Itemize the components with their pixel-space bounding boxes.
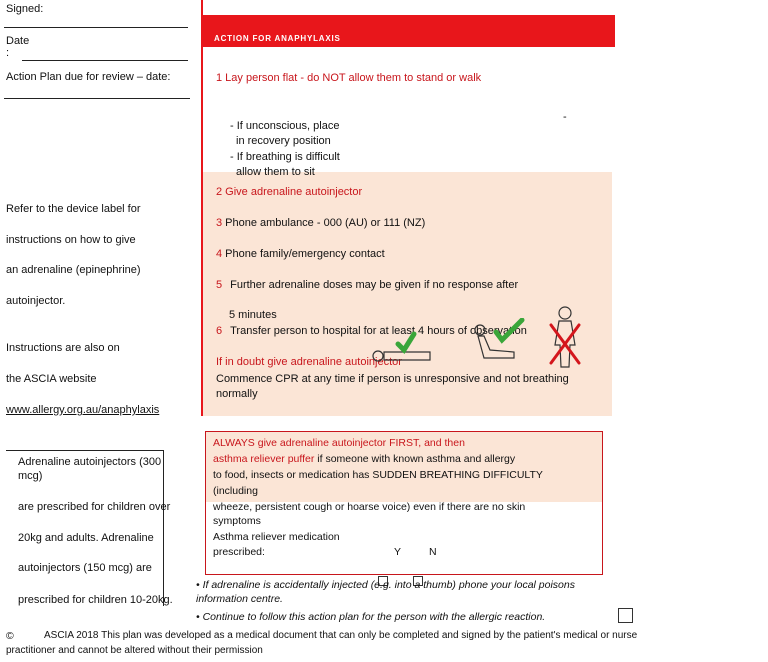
adrenaline-text-1: Adrenaline autoinjectors (300 xyxy=(18,456,162,468)
step-4-number: 4 xyxy=(216,248,223,260)
adrenaline-text-4: 20kg and adults. Adrenaline xyxy=(18,532,154,544)
website-link[interactable]: www.allergy.org.au/anaphylaxis xyxy=(6,404,160,416)
standing-person-icon xyxy=(545,305,585,371)
check-icon xyxy=(398,334,414,350)
instructions-text-2: the ASCIA website xyxy=(6,373,97,385)
date-line xyxy=(22,60,188,61)
asthma-line-2-rest: if someone with known asthma and allergy xyxy=(314,453,516,465)
stray-dash: - xyxy=(563,111,567,123)
step-4-text: Phone family/emergency contact xyxy=(225,248,385,260)
asthma-yes-label: Y xyxy=(394,546,402,558)
sitting-person-icon xyxy=(470,318,532,362)
review-line xyxy=(4,98,190,99)
refer-text-4: autoinjector. xyxy=(6,295,66,307)
adrenaline-text-5: autoinjectors (150 mcg) are xyxy=(18,562,152,574)
bullet-3: - If breathing is difficult xyxy=(230,151,340,163)
step-3-text: Phone ambulance - 000 (AU) or 111 (NZ) xyxy=(225,217,426,229)
footer-text-2: practitioner and cannot be altered without their permission xyxy=(6,645,263,656)
header-title: ACTION FOR ANAPHYLAXIS xyxy=(214,34,341,43)
footer-text-1: ASCIA 2018 This plan was developed as a medical document that can only be completed and signed by the patient's medical or nurse xyxy=(44,630,638,641)
step-6-text: Transfer person to hospital for at least 4 hours of observation xyxy=(230,325,527,337)
step-2: 2 Give adrenaline autoinjector xyxy=(216,186,363,198)
asthma-line-2 xyxy=(213,453,515,465)
note-1: • If adrenaline is accidentally injected (e.g. into a thumb) phone your local poisons xyxy=(196,579,575,591)
adrenaline-text-2: mcg) xyxy=(18,470,43,482)
date-colon: : xyxy=(6,47,10,59)
red-top-line xyxy=(201,0,203,14)
step-3-number: 3 xyxy=(216,217,223,229)
step-3 xyxy=(216,217,425,229)
bullet-1: - If unconscious, place xyxy=(230,120,340,132)
bullet-2: in recovery position xyxy=(236,135,331,147)
adrenaline-text-6: prescribed for children 10-20kg. xyxy=(18,594,173,606)
signed-label: Signed: xyxy=(6,3,44,15)
asthma-line-1: ALWAYS give adrenaline autoinjector FIRST, and then xyxy=(213,437,465,449)
refer-text-3: an adrenaline (epinephrine) xyxy=(6,264,141,276)
continue-checkbox[interactable] xyxy=(618,608,633,623)
asthma-no-label: N xyxy=(429,546,437,558)
cpr-text-2: normally xyxy=(216,388,258,400)
asthma-puffer: asthma reliever puffer xyxy=(213,453,315,465)
step-4 xyxy=(216,248,385,260)
step-1: 1 Lay person flat - do NOT allow them to stand or walk xyxy=(216,72,482,84)
adrenaline-box-right xyxy=(163,450,164,606)
asthma-line-7: Asthma reliever medication xyxy=(213,531,340,543)
signed-line xyxy=(4,27,188,28)
asthma-line-8: prescribed: xyxy=(213,546,265,558)
asthma-line-4: (including xyxy=(213,485,258,497)
note-2: • Continue to follow this action plan for the person with the allergic reaction. xyxy=(196,611,546,623)
refer-text-1: Refer to the device label for xyxy=(6,203,141,215)
doubt-text: If in doubt give adrenaline autoinjector xyxy=(216,356,402,368)
asthma-line-5: wheeze, persistent cough or hoarse voice) even if there are no skin xyxy=(213,501,526,513)
copyright-symbol: © xyxy=(6,630,14,642)
step-5b: 5 minutes xyxy=(229,309,277,321)
asthma-line-3: to food, insects or medication has SUDDEN BREATHING DIFFICULTY xyxy=(213,469,543,481)
adrenaline-text-3: are prescribed for children over xyxy=(18,501,171,513)
instructions-text-1: Instructions are also on xyxy=(6,342,120,354)
step-5-number: 5 xyxy=(216,279,223,291)
step-5-text: Further adrenaline doses may be given if no response after xyxy=(230,279,519,291)
step-5 xyxy=(216,279,518,291)
bullet-4: allow them to sit xyxy=(236,166,315,178)
review-label: Action Plan due for review – date: xyxy=(6,71,171,83)
step-6-number: 6 xyxy=(216,325,223,337)
refer-text-2: instructions on how to give xyxy=(6,234,136,246)
asthma-line-6: symptoms xyxy=(213,515,261,527)
adrenaline-box-top xyxy=(6,450,164,451)
note-1b: information centre. xyxy=(196,593,283,605)
check-icon xyxy=(496,320,522,340)
lying-person-icon xyxy=(370,330,442,364)
date-label: Date xyxy=(6,35,30,47)
cpr-text-1: Commence CPR at any time if person is unresponsive and not breathing xyxy=(216,373,569,385)
